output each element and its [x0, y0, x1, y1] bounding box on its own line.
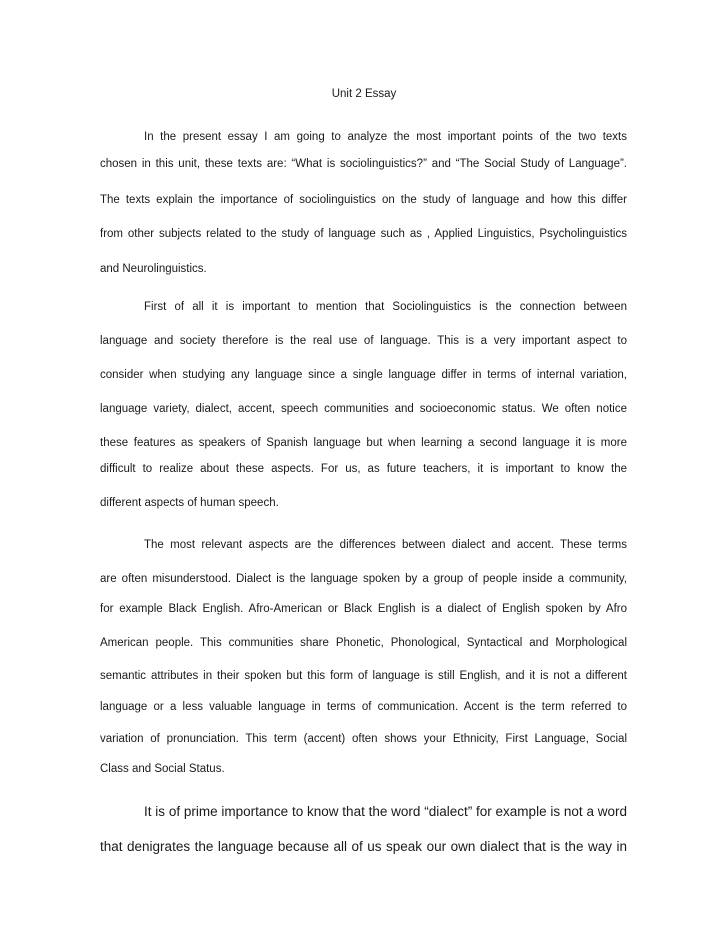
paragraph-line: The most relevant aspects are the differences between dialect and accent. These terms — [144, 539, 627, 551]
paragraph-line: for example Black English. Afro-American or Black English is a dialect of English spoken by Afro — [100, 603, 627, 615]
paragraph-line: consider when studying any language since a single language differ in terms of internal variation, — [100, 369, 627, 381]
paragraph-line: semantic attributes in their spoken but this form of language is still English, and it is not a different — [100, 670, 627, 682]
paragraph-line: these features as speakers of Spanish language but when learning a second language it is more — [100, 437, 627, 449]
paragraph-line: are often misunderstood. Dialect is the language spoken by a group of people inside a community, — [100, 573, 627, 585]
paragraph-line: The texts explain the importance of sociolinguistics on the study of language and how this differ — [100, 194, 627, 206]
paragraph-line: different aspects of human speech. — [100, 497, 279, 509]
paragraph-line: language variety, dialect, accent, speech communities and socioeconomic status. We often notice — [100, 403, 627, 415]
paragraph-line: language and society therefore is the real use of language. This is a very important aspect to — [100, 335, 627, 347]
paragraph-line: difficult to realize about these aspects. For us, as future teachers, it is important to know the — [100, 463, 627, 475]
paragraph-line: language or a less valuable language in terms of communication. Accent is the term referred to — [100, 701, 627, 713]
paragraph-line: American people. This communities share Phonetic, Phonological, Syntactical and Morphological — [100, 637, 627, 649]
paragraph-line: It is of prime importance to know that the word “dialect” for example is not a word — [144, 804, 627, 819]
paragraph-line: chosen in this unit, these texts are: “What is sociolinguistics?” and “The Social Study of Language”. — [100, 158, 627, 170]
paragraph-line: In the present essay I am going to analyze the most important points of the two texts — [144, 131, 627, 143]
paragraph-line: Class and Social Status. — [100, 763, 225, 775]
paragraph-line: from other subjects related to the study of language such as , Applied Linguistics, Psycholinguistics — [100, 228, 627, 240]
paragraph-line: that denigrates the language because all of us speak our own dialect that is the way in — [100, 839, 627, 854]
paragraph-line: First of all it is important to mention that Sociolinguistics is the connection between — [144, 301, 627, 313]
paragraph-line: and Neurolinguistics. — [100, 263, 207, 275]
document-title: Unit 2 Essay — [331, 88, 397, 100]
paragraph-line: variation of pronunciation. This term (accent) often shows your Ethnicity, First Language, Social — [100, 733, 627, 745]
